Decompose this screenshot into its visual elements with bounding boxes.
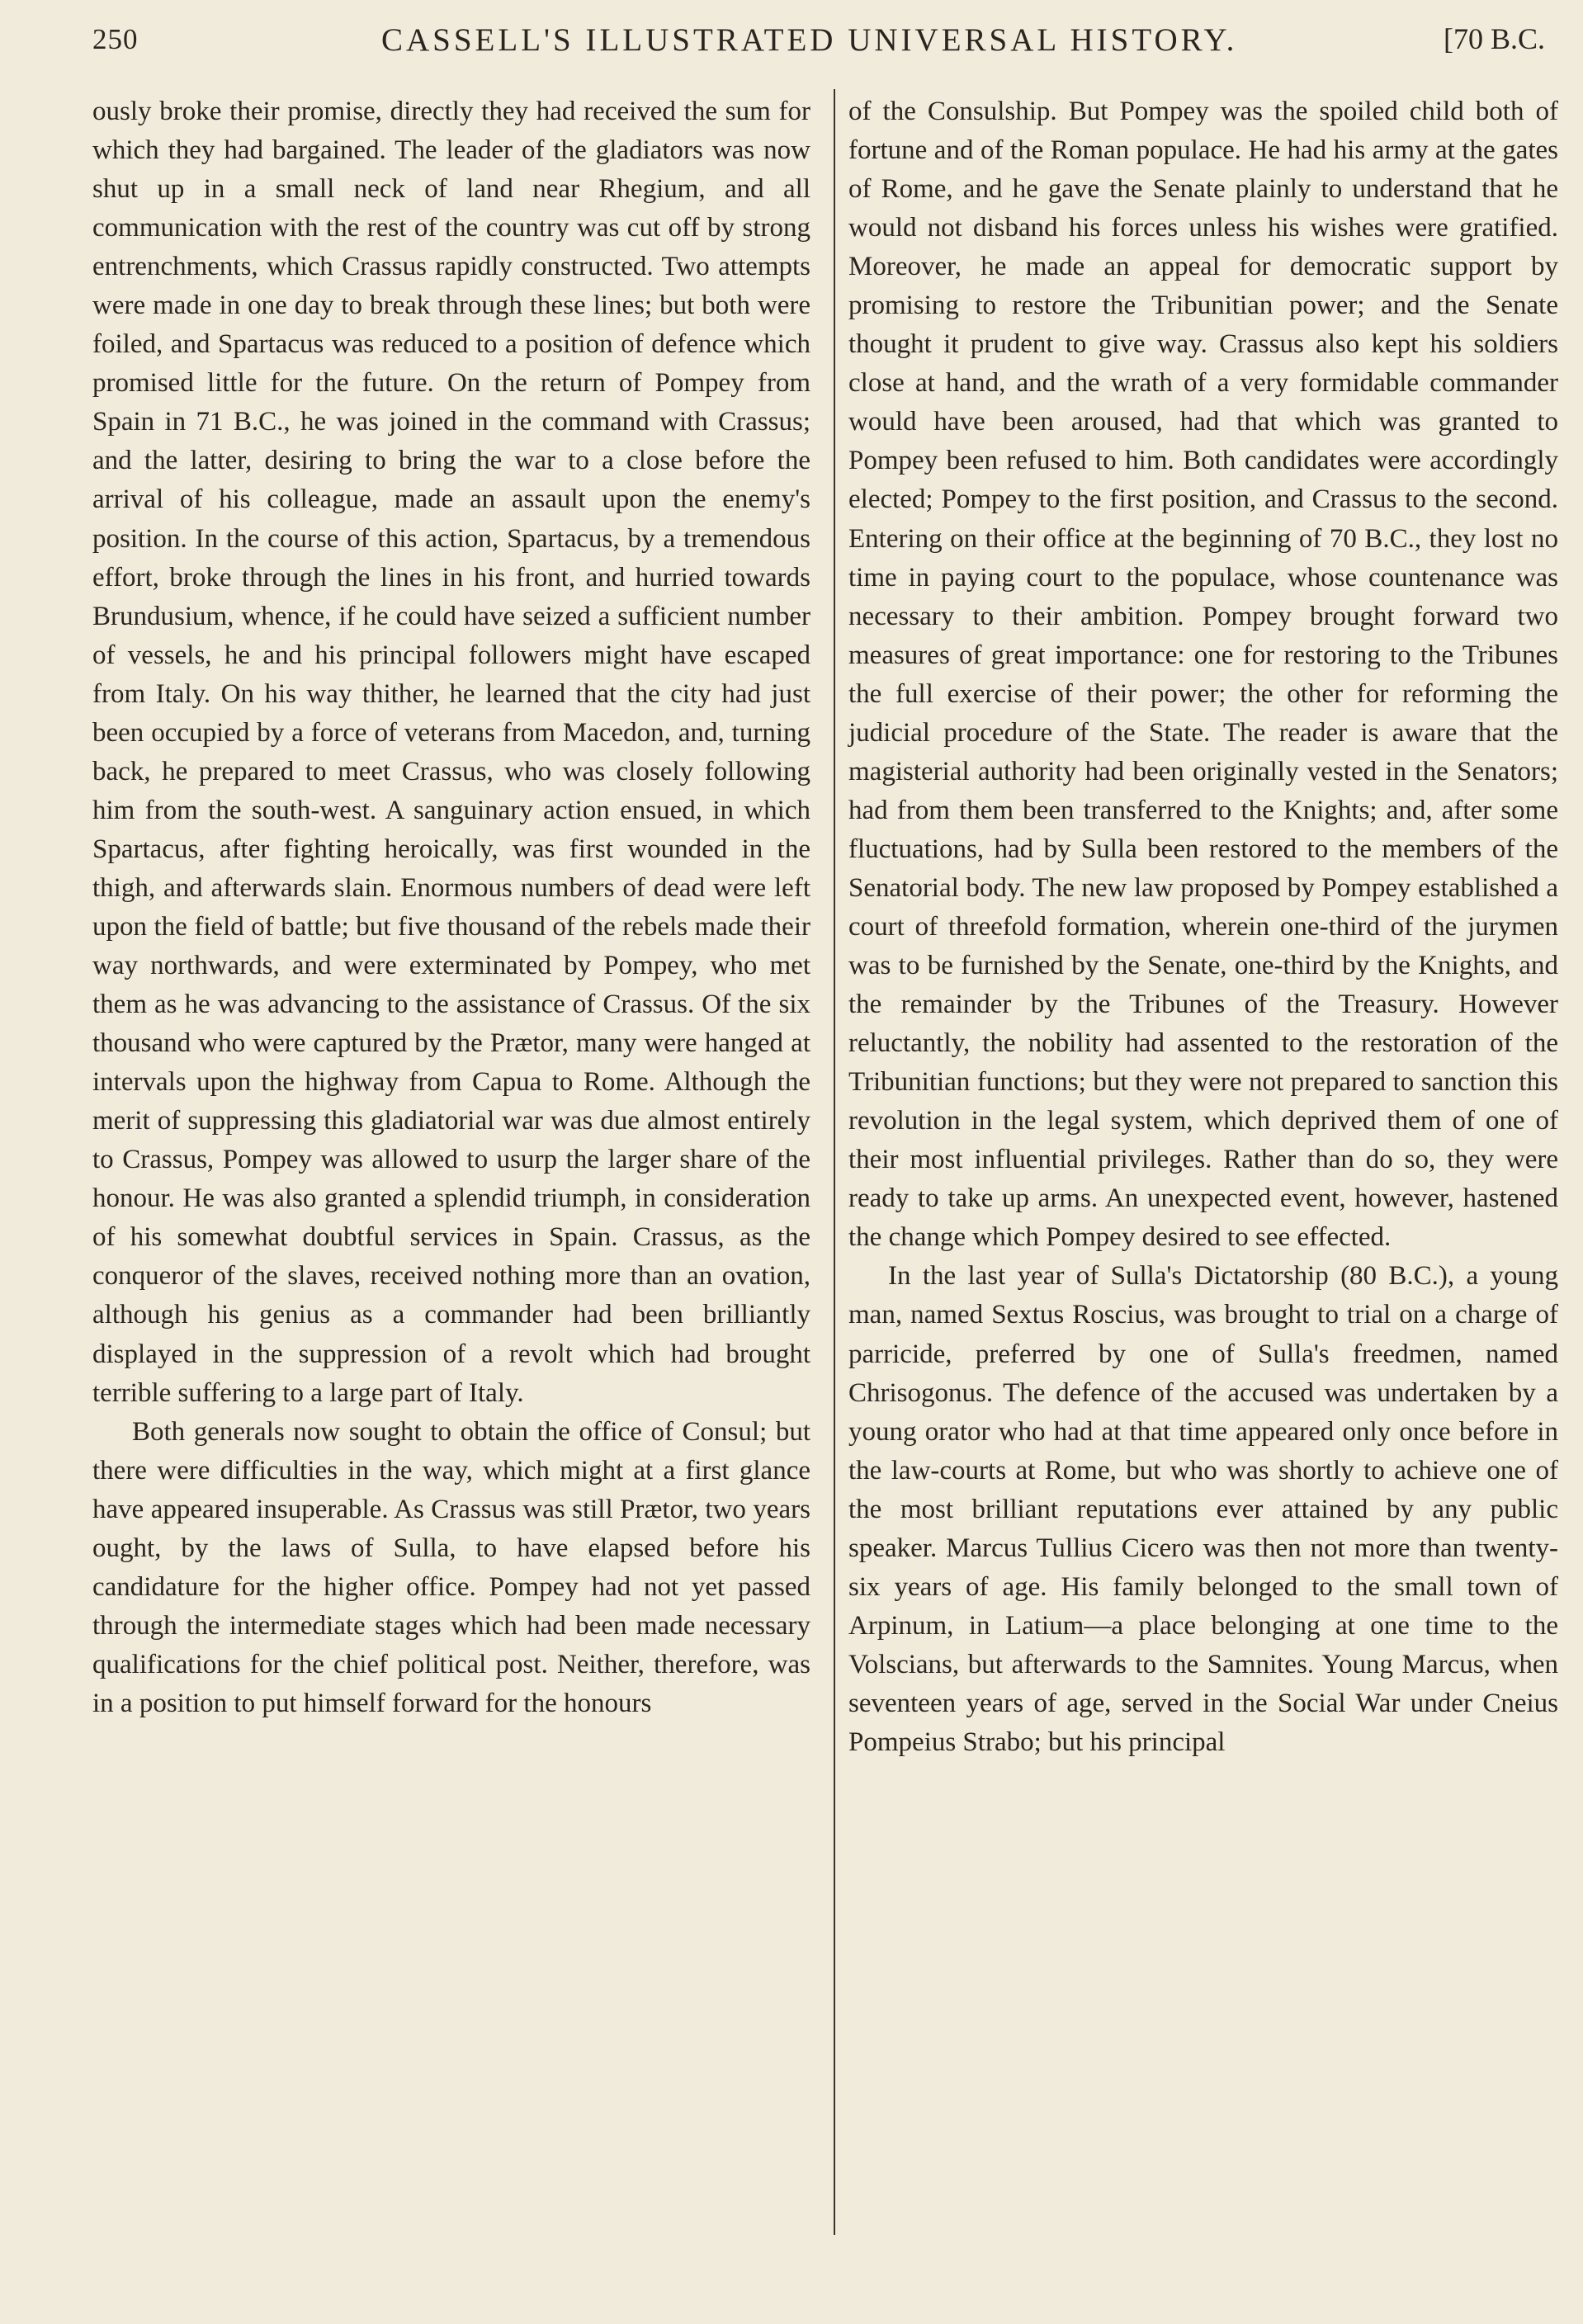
- right-column: [848, 92, 1558, 1762]
- paragraph: ously broke their promise, directly they had received the sum for which they had bargained. The leader of the gladiators was now shut up in a small neck of land near Rhegium, and all communication with the rest of the country was cut off by strong entrenchments, which Crassus rapidly constructed. Two attempts were made in one day to break through these lines; but both were foiled, and Spartacus was reduced to a position of defence which promised little for the future. On the return of Pompey from Spain in 71 B.C., he was joined in the command with Crassus; and the latter, desiring to bring the war to a close before the arrival of his colleague, made an assault upon the enemy's position. In the course of this action, Spartacus, by a tremendous effort, broke through the lines in his front, and hurried towards Brundusium, whence, if he could have seized a sufficient number of vessels, he and his principal followers might have escaped from Italy. On his way thither, he learned that the city had just been occupied by a force of veterans from Macedon, and, turning back, he prepared to meet Crassus, who was closely following him from the south-west. A sanguinary action ensued, in which Spartacus, after fighting heroically, was first wounded in the thigh, and afterwards slain. Enormous numbers of dead were left upon the field of battle; but five thousand of the rebels made their way northwards, and were exterminated by Pompey, who met them as he was advancing to the assistance of Crassus. Of the six thousand who were captured by the Prætor, many were hanged at intervals upon the highway from Capua to Rome. Although the merit of suppressing this gladiatorial war was due almost entirely to Crassus, Pompey was allowed to usurp the larger share of the honour. He was also granted a splendid triumph, in consideration of his somewhat doubtful services in Spain. Crassus, as the conqueror of the slaves, received nothing more than an ovation, although his genius as a commander had been brilliantly displayed in the suppression of a revolt which had brought terrible suffering to a large part of Italy.: [92, 97, 810, 1408]
- left-column: [92, 92, 810, 1723]
- paragraph: of the Consulship. But Pompey was the spoiled child both of fortune and of the Roman populace. He had his army at the gates of Rome, and he gave the Senate plainly to understand that he would not disband his forces unless his wishes were gratified. Moreover, he made an appeal for democratic support by promising to restore the Tribunitian power; and the Senate thought it prudent to give way. Crassus also kept his soldiers close at hand, and the wrath of a very formidable commander would have been aroused, had that which was granted to Pompey been refused to him. Both candidates were accordingly elected; Pompey to the first position, and Crassus to the second. Entering on their office at the beginning of 70 B.C., they lost no time in paying court to the populace, whose countenance was necessary to their ambition. Pompey brought forward two measures of great importance: one for restoring to the Tribunes the full exercise of their power; the other for reforming the judicial procedure of the State. The reader is aware that the magisterial authority had been originally vested in the Senators; had from them been transferred to the Knights; and, after some fluctuations, had by Sulla been restored to the members of the Senatorial body. The new law proposed by Pompey established a court of threefold formation, wherein one-third of the jurymen was to be furnished by the Senate, one-third by the Knights, and the remainder by the Tribunes of the Treasury. However reluctantly, the nobility had assented to the restoration of the Tribunitian functions; but they were not prepared to sanction this revolution in the legal system, which deprived them of one of their most influential privileges. Rather than do so, they were ready to take up arms. An unexpected event, however, hastened the change which Pompey desired to see effected.: [848, 97, 1558, 1253]
- paragraph: Both generals now sought to obtain the office of Consul; but there were difficulties in the way, which might at a first glance have appeared insuperable. As Crassus was still Prætor, two years ought, by the laws of Sulla, to have elapsed before his candidature for the higher office. Pompey had not yet passed through the intermediate stages which had been made necessary qualifications for the chief political post. Neither, therefore, was in a position to put himself forward for the honours: [92, 1416, 810, 1718]
- page-number: 250: [92, 23, 139, 55]
- column-divider: [834, 89, 835, 2235]
- paragraph: In the last year of Sulla's Dictatorship (80 B.C.), a young man, named Sextus Roscius, was brought to trial on a charge of parricide, preferred by one of Sulla's freedmen, named Chrisogonus. The defence of the accused was undertaken by a young orator who had at that time appeared only once before in the law-courts at Rome, but who was shortly to achieve one of the most brilliant reputations ever attained by any public speaker. Marcus Tullius Cicero was then not more than twenty-six years of age. His family belonged to the small town of Arpinum, in Latium—a place belonging at one time to the Volscians, but afterwards to the Samnites. Young Marcus, when seventeen years of age, served in the Social War under Cneius Pompeius Strabo; but his principal: [848, 1261, 1558, 1757]
- date-tag: [70 B.C.: [1443, 22, 1545, 55]
- running-title: CASSELL'S ILLUSTRATED UNIVERSAL HISTORY.: [381, 22, 1238, 58]
- page-header: [92, 18, 1545, 68]
